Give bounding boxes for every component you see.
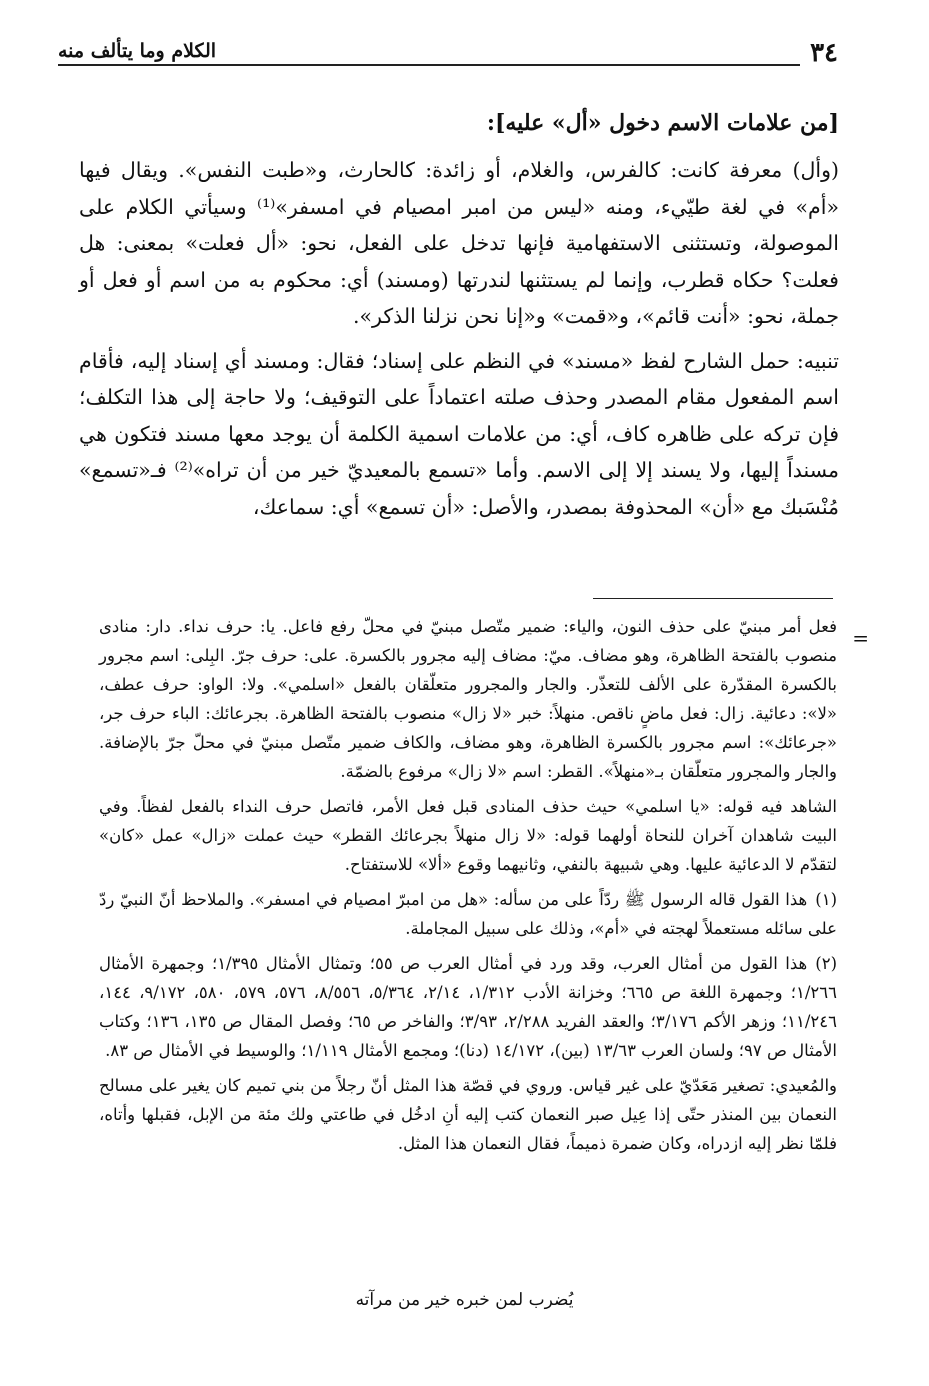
chapter-title: الكلام وما يتألف منه: [58, 40, 226, 62]
footnote-marker: (١): [815, 890, 837, 909]
footnote-text: هذا القول من أمثال العرب، وقد ورد في أمثال العرب ص ٥٥؛ وتمثال الأمثال ١/٣٩٥؛ وجمهرة الأمثال ١/٢٦٦؛ وجمهرة اللغة ص ٦٦٥؛ وخزانة الأدب ١/٣١٢، ٢/١٤، ٥/٣٦٤، ٨/٥٥٦، ٥٧٦، ٥٧٩، ٥٨٠، ٩/١٧٢، ١٤٤، ١١/٢٤٦؛ وزهر الأكم ٣/١٧٦؛ والعقد الفريد ٢/٢٨٨، ٣/٩٣؛ والفاخر ص ٦٥؛ وفصل المقال ص ١٣٥، ١٣٦؛ وكتاب الأمثال ص ٩٧؛ ولسان العرب ١٣/٦٣ (بين)، ١٤/١٧٢ (دنا)؛ ومجمع الأمثال ١/١١٩؛ والوسيط في الأمثال ص ٨٣.: [99, 954, 838, 1060]
footnote-item: [99, 949, 837, 1065]
page-header: [58, 38, 838, 78]
footnotes: [99, 612, 837, 1164]
footnote-continuation: الشاهد فيه قوله: «يا اسلمي» حيث حذف المنادى قبل فعل الأمر، فاتصل حرف النداء بالفعل لفظاً. وفي البيت شاهدان آخران للنحاة أولهما قوله: «لا زال منهلاً بجرعائك القطر» حيث عملت «زال» عمل «كان» لتقدّم لا الدعائية عليها. وهي شبيهة بالنفي، وثانيهما وقوع «ألا» للاستفتاح.: [99, 797, 837, 874]
footnote-text: والمُعيدي: تصغير مَعَدّيّ على غير قياس. وروي في قصّة هذا المثل أنّ رجلاً من بني تميم كان يغير على مسالح النعمان بين المنذر حتّى إذا عِيل صبر النعمان كتب إليه أنِ ادخُل في طاعتي ولك مئة من الإبل، فقبلها وأتاه، فلمّا نظر إليه ازدراه، وكان ضمرة ذميماً، فقال النعمان هذا المثل.: [99, 1076, 837, 1153]
paragraph-note: تنبيه: حمل الشارح لفظ «مسند» في النظم على إسناد؛ فقال: ومسند أي إسناد إليه، فأقام اسم المفعول مقام المصدر وحذف صلته اعتماداً على التوقيف؛ ولا حاجة إلى هذا التكلف؛ فإن تركه على ظاهره كاف، أي: من علامات اسمية الكلمة أن يوجد معها مسند فتكون هي مسنداً إليها، ولا يسند إلا إلى الاسم. وأما «تسمع بالمعيديّ خير من أن تراه»⁽²⁾ فـ«تسمع» مُنْسَبك مع «أن» المحذوفة بمصدر، والأصل: «أن تسمع» أي: سماعك،: [79, 348, 839, 519]
paragraph-definition: (وأل) معرفة كانت: كالفرس، والغلام، أو زائدة: كالحارث، و«طبت النفس». ويقال فيها «أم» في لغة طيّيء، ومنه «ليس من امبر امصيام في امسفر»⁽¹⁾ وسيأتي الكلام على الموصولة، وتستثنى الاستفهامية فإنها تدخل على الفعل، نحو: «أل فعلت» بمعنى: هل فعلت؟ حكاه قطرب، وإنما لم يستثنها لندرتها (ومسند) أي: محكوم به من اسم أو فعل أو جملة، نحو: «أنت قائم»، و«قمت» و«إنا نحن نزلنا الذكر».: [79, 158, 839, 328]
proverb-tagline: يُضرب لمن خبره خير من مرآته: [355, 1290, 574, 1310]
footnote-item: [99, 885, 837, 943]
main-text: [79, 110, 839, 533]
continuation-marker: =: [852, 626, 869, 650]
section-title: [من علامات الاسم دخول «أل» عليه]:: [486, 110, 839, 136]
footnote-continuation: فعل أمر مبنيّ على حذف النون، والياء: ضمير متّصل مبنيّ في محلّ رفع فاعل. يا: حرف نداء. دار: منادى منصوب بالفتحة الظاهرة، وهو مضاف. ميّ: مضاف إليه مجرور بالكسرة. على: حرف جرّ. البِلى: اسم مجرور بالكسرة المقدّرة على الألف للتعذّر. والجار والمجرور متعلّقان بالفعل «اسلمي». ولا: الواو: حرف عطف، «لا»: دعائية. زال: فعل ماضٍ ناقص. منهلاً: خبر «لا زال» منصوب بالفتحة الظاهرة. بجرعائك: الباء حرف جر، «جرعائك»: اسم مجرور بالكسرة الظاهرة، وهو مضاف، والكاف ضمير متّصل مبنيّ في محلّ جرّ بالإضافة. والجار والمجرور متعلّقان بـ«منهلاً». القطر: اسم «لا زال» مرفوع بالضمّة.: [99, 617, 837, 781]
page-number: ٣٤: [800, 38, 838, 68]
footnote-marker: (٢): [815, 954, 837, 973]
header-rule: [58, 64, 838, 66]
footnote-item: [99, 1071, 837, 1158]
footnote-separator: [593, 598, 833, 599]
footnote-text: هذا القول قاله الرسول ﷺ ردّاً على من سأله: «هل من امبرّ امصيام في امسفر». والملاحظ أنّ النبيّ ردّ على سائله مستعملاً لهجته في «أم»، وذلك على سبيل المجاملة.: [99, 890, 837, 938]
